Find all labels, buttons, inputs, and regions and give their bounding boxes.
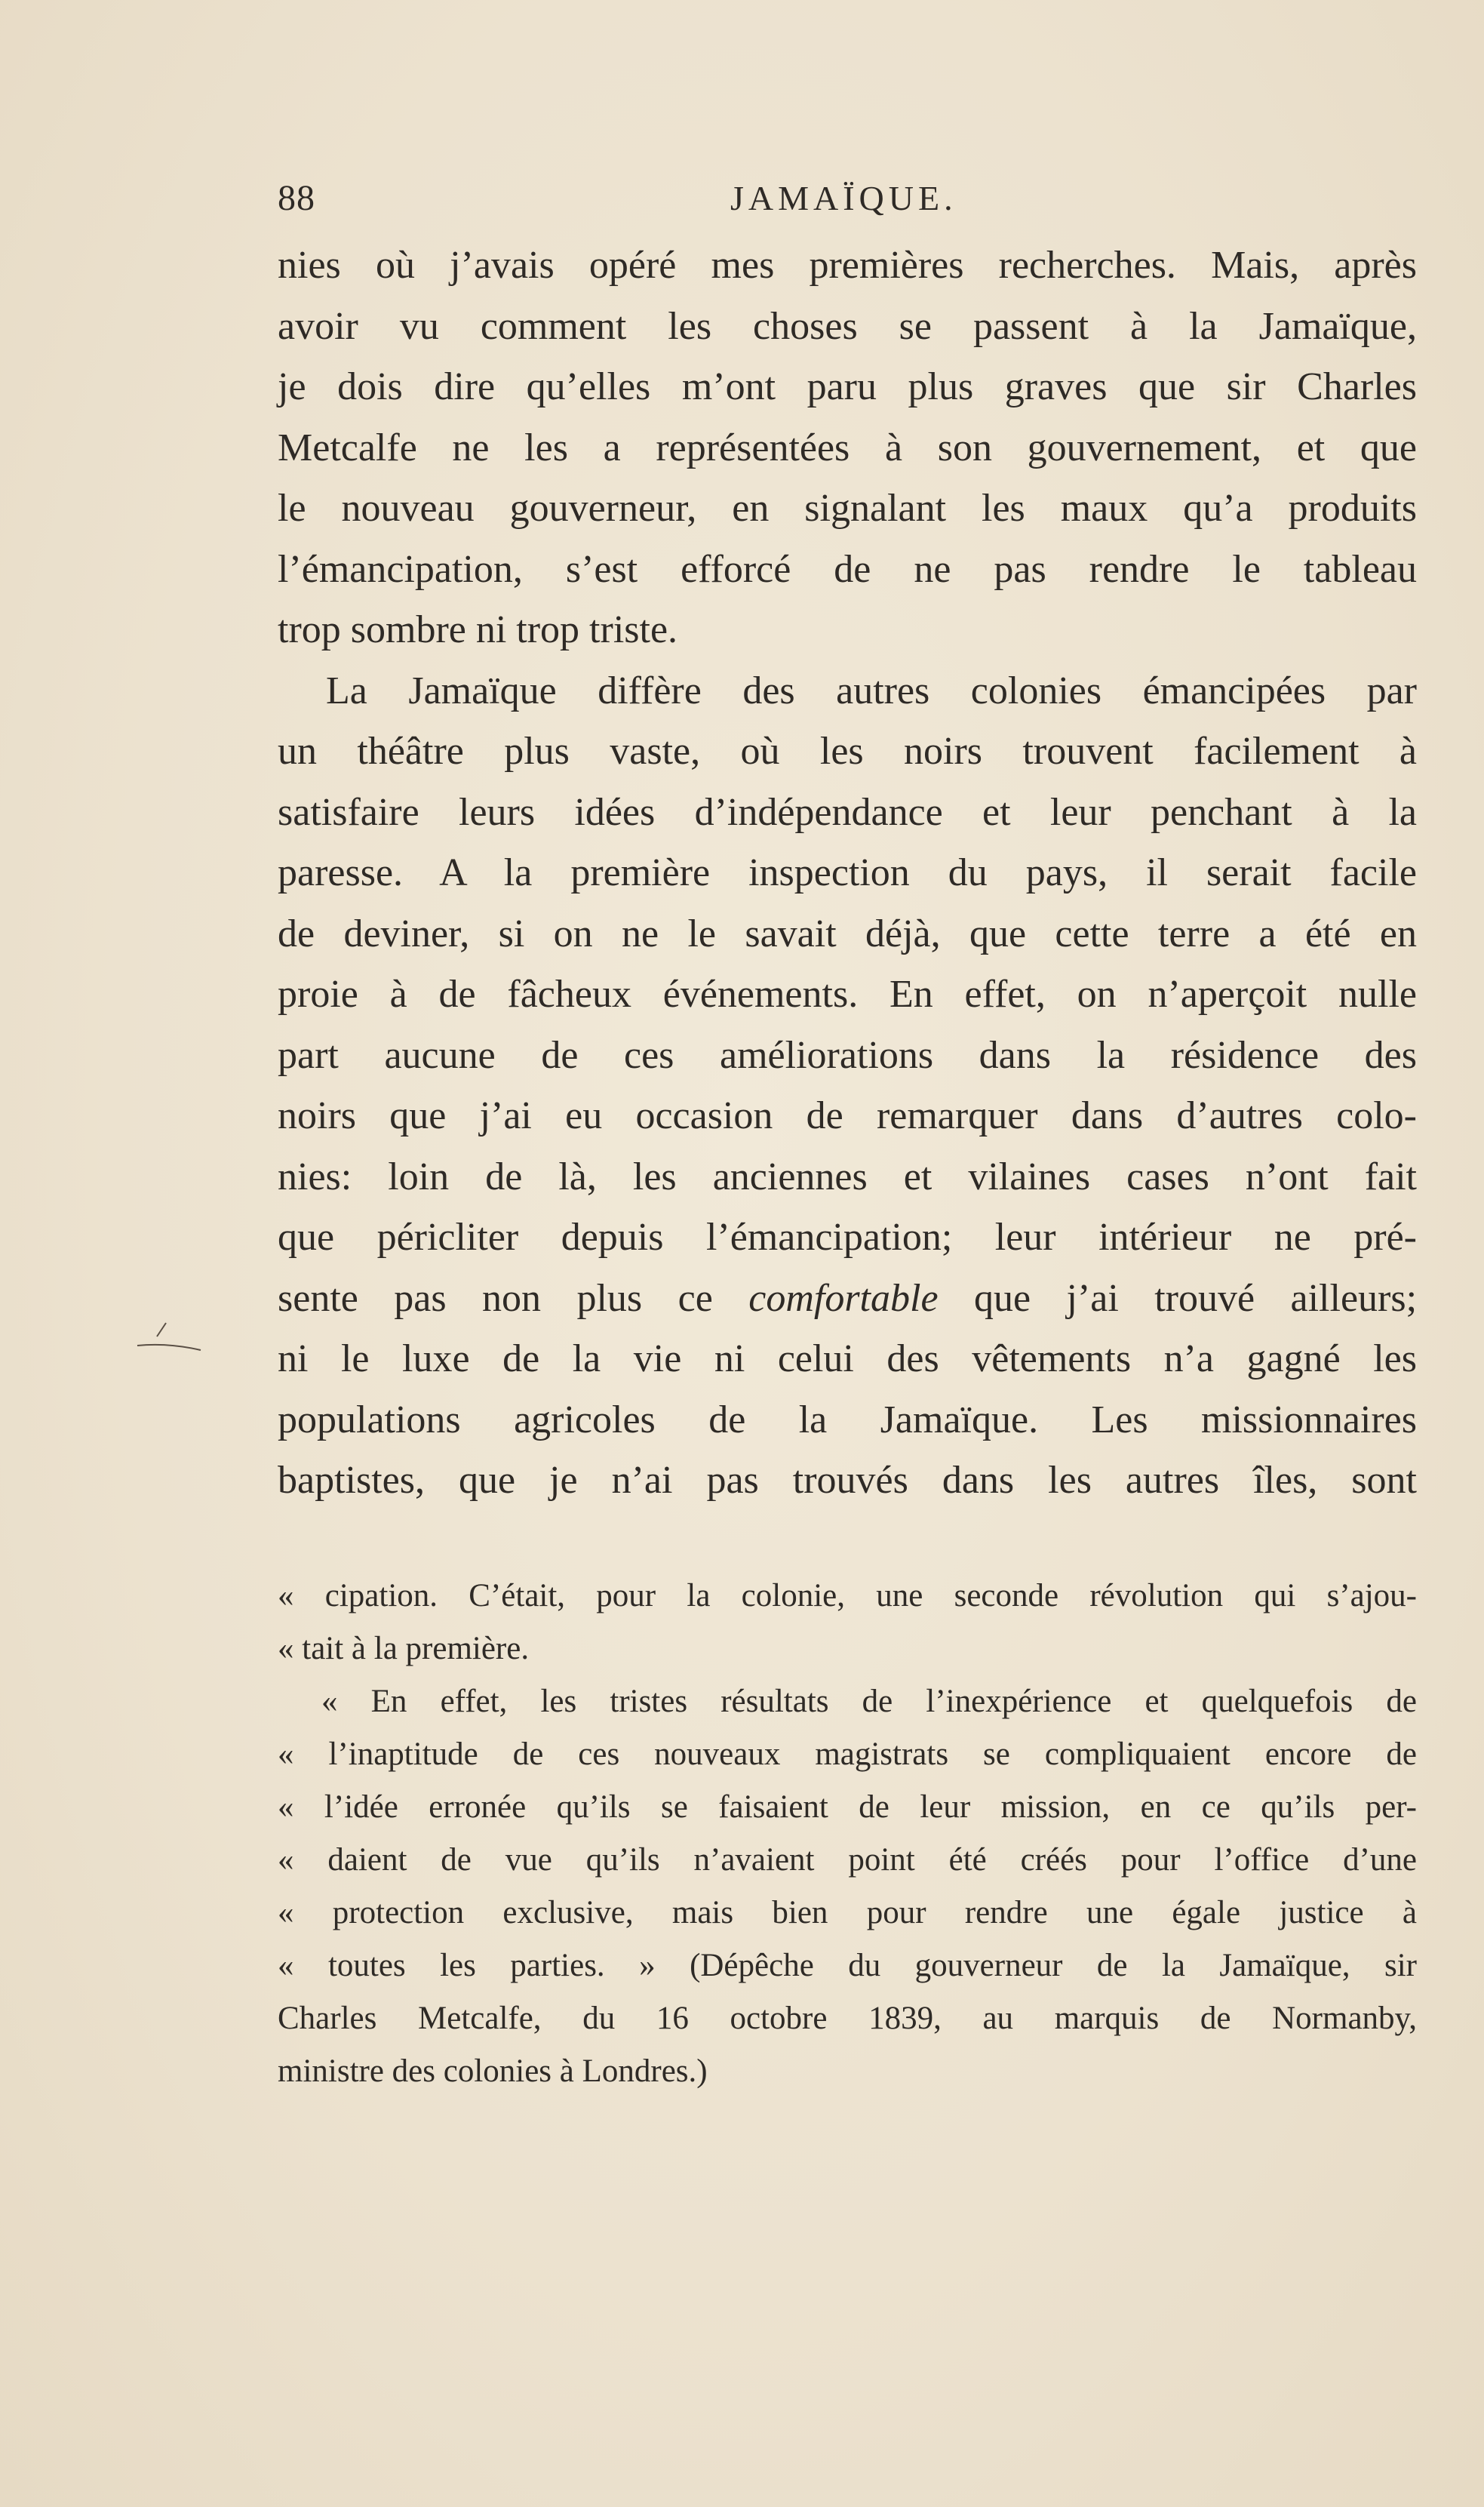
text-line: satisfaire leurs idées d’indépendance et leur penchant à la [278, 790, 1417, 834]
footnote-line: « toutes les parties. » (Dépêche du gouverneur de la Jamaïque, sir [278, 1948, 1417, 1983]
text-line: part aucune de ces améliorations dans la résidence des [278, 1033, 1417, 1077]
margin-pencil-mark [134, 1317, 202, 1362]
footnote-line: « daient de vue qu’ils n’avaient point été créés pour l’office d’une [278, 1842, 1417, 1878]
page-number: 88 [278, 178, 315, 218]
text-line-with-italic [278, 1269, 1417, 1330]
footnote-line: ministre des colonies à Londres.) [278, 2053, 708, 2089]
text-line: l’émancipation, s’est efforcé de ne pas rendre le tableau [278, 547, 1417, 591]
italic-word: comfortable [748, 1276, 939, 1320]
text-line: proie à de fâcheux événements. En effet, on n’aperçoit nulle [278, 973, 1417, 1016]
footnote-line: « cipation. C’était, pour la colonie, une seconde révolution qui s’ajou- [278, 1578, 1417, 1613]
text-line: de deviner, si on ne le savait déjà, que cette terre a été en [278, 912, 1417, 955]
text-segment: sente pas non plus ce [278, 1276, 713, 1320]
text-line: noirs que j’ai eu occasion de remarquer dans d’autres colo- [278, 1094, 1417, 1137]
text-line: populations agricoles de la Jamaïque. Les missionnaires [278, 1398, 1417, 1441]
footnote-line: « En effet, les tristes résultats de l’inexpérience et quelquefois de [321, 1684, 1417, 1719]
footnotes [278, 1570, 1417, 2098]
page-header [278, 172, 1258, 225]
footnote-line: Charles Metcalfe, du 16 octobre 1839, au marquis de Normanby, [278, 2001, 1417, 2036]
running-title: JAMAÏQUE. [730, 179, 957, 217]
text-line: La Jamaïque diffère des autres colonies émancipées par [326, 669, 1417, 712]
text-line: le nouveau gouverneur, en signalant les maux qu’a produits [278, 487, 1417, 530]
footnote-line: « l’idée erronée qu’ils se faisaient de leur mission, en ce qu’ils per- [278, 1789, 1417, 1825]
footnote-line: « tait à la première. [278, 1631, 530, 1666]
text-line: nies: loin de là, les anciennes et vilaines cases n’ont fait [278, 1155, 1417, 1198]
text-line: nies où j’avais opéré mes premières recherches. Mais, après [278, 244, 1417, 287]
text-segment: que j’ai trouvé ailleurs; [973, 1276, 1418, 1320]
text-line: avoir vu comment les choses se passent à la Jamaïque, [278, 304, 1417, 348]
footnote-line: « l’inaptitude de ces nouveaux magistrats se compliquaient encore de [278, 1736, 1417, 1772]
text-line: paresse. A la première inspection du pays, il serait facile [278, 851, 1417, 894]
text-line: baptistes, que je n’ai pas trouvés dans les autres îles, sont [278, 1459, 1417, 1502]
text-line: que péricliter depuis l’émancipation; leur intérieur ne pré- [278, 1216, 1417, 1259]
footnote-line: « protection exclusive, mais bien pour rendre une égale justice à [278, 1895, 1417, 1930]
text-line: je dois dire qu’elles m’ont paru plus graves que sir Charles [278, 365, 1417, 408]
main-text [278, 235, 1417, 1512]
text-line: ni le luxe de la vie ni celui des vêtements n’a gagné les [278, 1337, 1417, 1380]
text-line: Metcalfe ne les a représentées à son gouvernement, et que [278, 426, 1417, 469]
text-line: un théâtre plus vaste, où les noirs trouvent facilement à [278, 730, 1417, 773]
text-line: trop sombre ni trop triste. [278, 608, 678, 651]
